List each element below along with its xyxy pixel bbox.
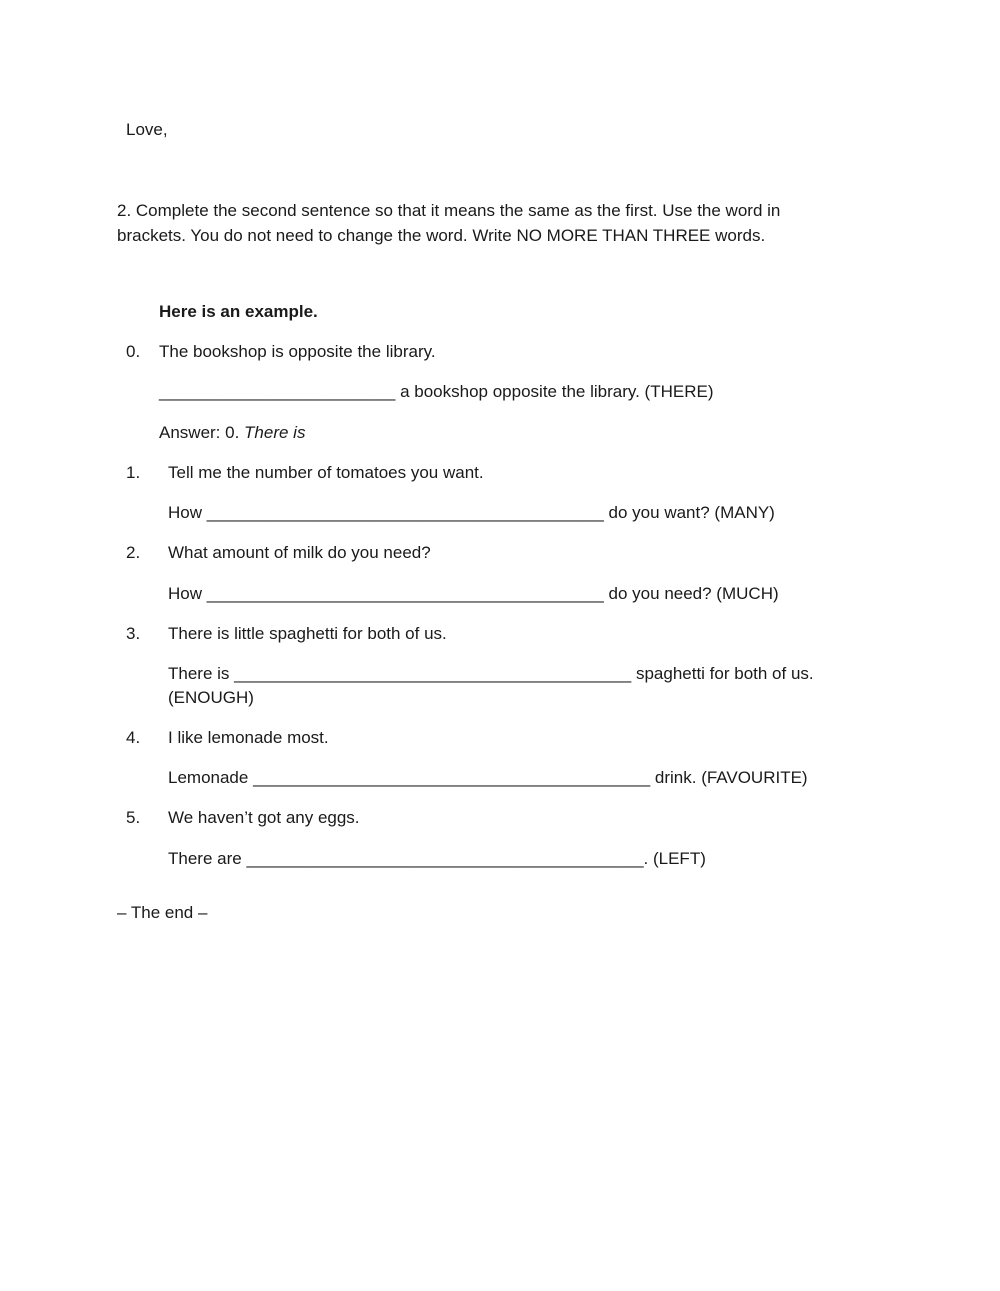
example-answer-value: There is <box>244 423 306 442</box>
item-3-number: 3. <box>126 624 141 643</box>
item-4-sentence: I like lemonade most. <box>168 728 329 747</box>
example-heading: Here is an example. <box>159 302 318 321</box>
the-end-footer: – The end – <box>117 903 208 922</box>
item-1-blank[interactable]: __________________________________________ <box>206 503 604 522</box>
item-5-start: There are <box>168 849 247 868</box>
item-3-end: spaghetti for both of us. <box>631 664 814 683</box>
item-2-sentence: What amount of milk do you need? <box>168 543 431 562</box>
item-1-start: How <box>168 503 207 522</box>
item-4-start: Lemonade <box>168 768 254 787</box>
letter-closing: Love, <box>126 120 168 139</box>
item-5-end: . (LEFT) <box>643 849 706 868</box>
item-2-rewrite <box>168 582 779 606</box>
item-3-start: There is <box>168 664 235 683</box>
item-3-blank[interactable]: __________________________________________ <box>234 664 632 683</box>
item-1-sentence: Tell me the number of tomatoes you want. <box>168 463 484 482</box>
item-2-start: How <box>168 584 207 603</box>
item-5-number: 5. <box>126 808 141 827</box>
item-4-number: 4. <box>126 728 141 747</box>
item-4-end: drink. (FAVOURITE) <box>650 768 808 787</box>
item-3-keyword: (ENOUGH) <box>168 688 254 707</box>
item-2-blank[interactable]: __________________________________________ <box>206 584 604 603</box>
task2-instructions <box>117 199 780 248</box>
example-blank[interactable]: _________________________ <box>159 382 396 401</box>
item-1-number: 1. <box>126 463 141 482</box>
task2-line-2: brackets. You do not need to change the word. Write NO MORE THAN THREE words. <box>117 226 766 245</box>
item-1-rewrite <box>168 501 775 525</box>
example-answer <box>159 421 305 445</box>
example-rewrite <box>159 380 714 404</box>
item-5-rewrite <box>168 847 706 871</box>
item-2-end: do you need? (MUCH) <box>603 584 779 603</box>
item-3-sentence: There is little spaghetti for both of us. <box>168 624 447 643</box>
item-2-number: 2. <box>126 543 141 562</box>
item-1-end: do you want? (MANY) <box>603 503 775 522</box>
item-3-rewrite <box>168 662 814 686</box>
example-number: 0. <box>126 342 141 361</box>
task2-line-1: 2. Complete the second sentence so that it means the same as the first. Use the word in <box>117 201 781 220</box>
example-answer-prefix: Answer: 0. <box>159 423 245 442</box>
item-5-sentence: We haven’t got any eggs. <box>168 808 360 827</box>
example-sentence: The bookshop is opposite the library. <box>159 342 436 361</box>
example-rest: a bookshop opposite the library. (THERE) <box>395 382 714 401</box>
item-5-blank[interactable]: __________________________________________ <box>246 849 644 868</box>
item-4-blank[interactable]: __________________________________________ <box>253 768 651 787</box>
item-4-rewrite <box>168 766 808 790</box>
